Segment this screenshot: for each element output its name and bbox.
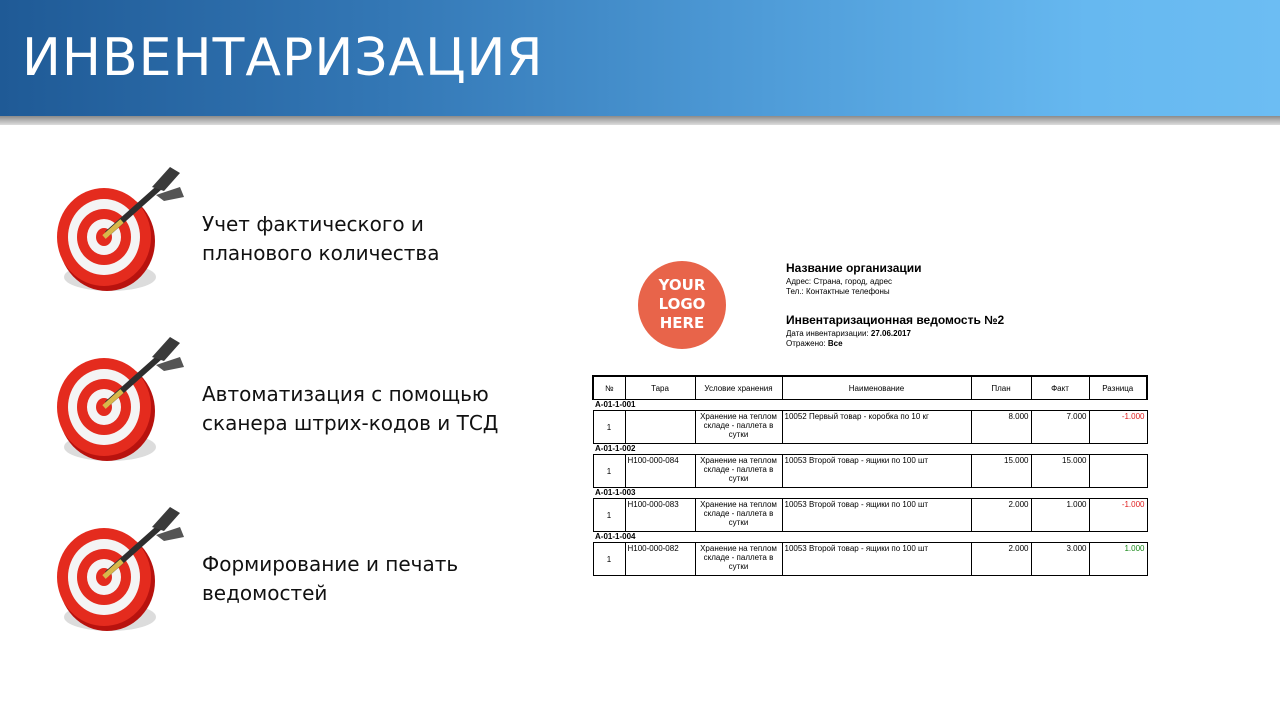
item-name-cell: 10053 Второй товар - ящики по 100 шт <box>782 455 971 488</box>
feature-item <box>52 505 522 645</box>
document-header <box>786 261 1004 349</box>
header-divider <box>0 116 1280 125</box>
storage-cell-code: A-01-1-003 <box>593 488 1147 499</box>
inventory-date <box>786 329 1004 339</box>
fact-cell: 15.000 <box>1031 455 1089 488</box>
storage-condition-cell: Хранение на теплом складе - паллета в сутки <box>695 499 782 532</box>
row-number: 1 <box>593 543 625 576</box>
feature-item <box>52 165 522 305</box>
table-row <box>593 411 1147 444</box>
feature-text-line: планового количества <box>202 241 440 265</box>
feature-text-line: Автоматизация с помощью <box>202 382 489 406</box>
org-name: Название организации <box>786 261 922 275</box>
difference-cell <box>1089 455 1147 488</box>
item-name-cell: 10052 Первый товар - коробка по 10 кг <box>782 411 971 444</box>
plan-cell: 8.000 <box>971 411 1031 444</box>
table-row <box>593 455 1147 488</box>
fact-cell: 1.000 <box>1031 499 1089 532</box>
table-row <box>593 499 1147 532</box>
reflected-value: Все <box>827 339 843 348</box>
reflected-status <box>786 339 1004 349</box>
logo-text: LOGO <box>658 295 706 313</box>
plan-cell: 15.000 <box>971 455 1031 488</box>
inventory-date-label: Дата инвентаризации: <box>786 329 871 338</box>
storage-condition-cell: Хранение на теплом складе - паллета в сутки <box>695 455 782 488</box>
inventory-date-value: 27.06.2017 <box>870 329 911 338</box>
cell-group-row <box>593 444 1147 455</box>
difference-cell: -1.000 <box>1089 411 1147 444</box>
tara-cell: H100-000-082 <box>625 543 695 576</box>
tara-cell <box>625 411 695 444</box>
cell-group-row <box>593 532 1147 543</box>
row-number: 1 <box>593 455 625 488</box>
column-header: Наименование <box>782 376 971 400</box>
item-name-cell: 10053 Второй товар - ящики по 100 шт <box>782 499 971 532</box>
inventory-table <box>592 375 1148 576</box>
storage-cell-code: A-01-1-004 <box>593 532 1147 543</box>
storage-condition-cell: Хранение на теплом складе - паллета в сутки <box>695 411 782 444</box>
feature-text-line: ведомостей <box>202 581 328 605</box>
slide-title: ИНВЕНТАРИЗАЦИЯ <box>22 28 544 88</box>
table-row <box>593 543 1147 576</box>
fact-cell: 7.000 <box>1031 411 1089 444</box>
reflected-label: Отражено: <box>786 339 828 348</box>
org-phone: Тел.: Контактные телефоны <box>786 287 890 296</box>
report-title: Инвентаризационная ведомость №2 <box>786 313 1005 327</box>
tara-cell: H100-000-083 <box>625 499 695 532</box>
target-dart-icon <box>52 335 192 475</box>
company-logo <box>638 261 726 349</box>
column-header: № <box>593 376 625 400</box>
difference-cell: 1.000 <box>1089 543 1147 576</box>
column-header: Условие хранения <box>695 376 782 400</box>
feature-text-line: Формирование и печать <box>202 552 459 576</box>
column-header: Разница <box>1089 376 1147 400</box>
storage-cell-code: A-01-1-001 <box>593 400 1147 411</box>
inventory-document <box>592 255 1152 585</box>
plan-cell: 2.000 <box>971 499 1031 532</box>
cell-group-row <box>593 488 1147 499</box>
row-number: 1 <box>593 411 625 444</box>
storage-cell-code: A-01-1-002 <box>593 444 1147 455</box>
logo-text: YOUR <box>658 276 706 294</box>
row-number: 1 <box>593 499 625 532</box>
fact-cell: 3.000 <box>1031 543 1089 576</box>
feature-text-line: Учет фактического и <box>202 212 424 236</box>
plan-cell: 2.000 <box>971 543 1031 576</box>
cell-group-row <box>593 400 1147 411</box>
storage-condition-cell: Хранение на теплом складе - паллета в сутки <box>695 543 782 576</box>
logo-text: HERE <box>659 314 705 332</box>
org-address: Адрес: Страна, город, адрес <box>786 277 893 286</box>
tara-cell: H100-000-084 <box>625 455 695 488</box>
target-dart-icon <box>52 505 192 645</box>
difference-cell: -1.000 <box>1089 499 1147 532</box>
item-name-cell: 10053 Второй товар - ящики по 100 шт <box>782 543 971 576</box>
column-header: План <box>971 376 1031 400</box>
target-dart-icon <box>52 165 192 305</box>
feature-text-line: сканера штрих-кодов и ТСД <box>202 411 499 435</box>
feature-item <box>52 335 522 475</box>
column-header: Факт <box>1031 376 1089 400</box>
column-header: Тара <box>625 376 695 400</box>
